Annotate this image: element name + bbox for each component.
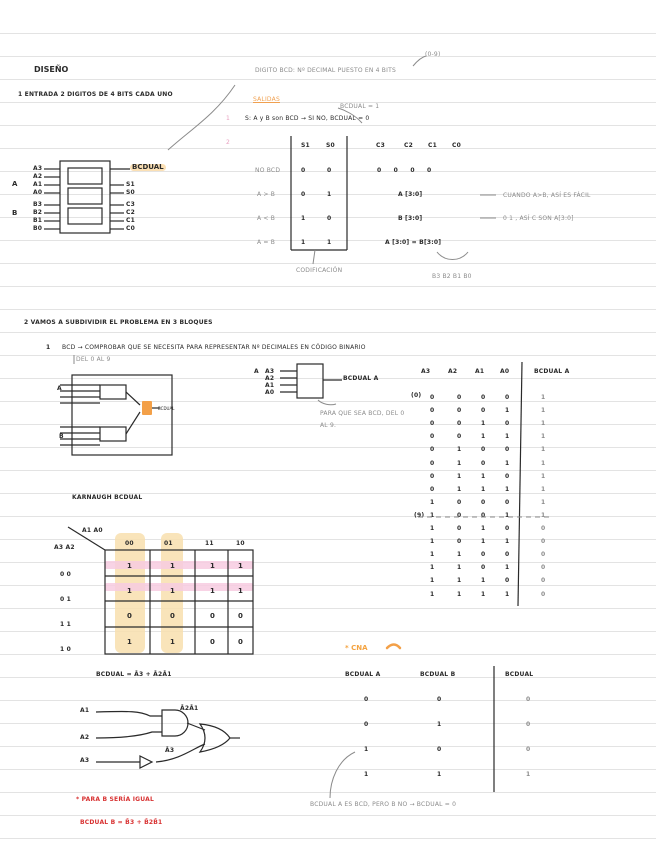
- note-for-b: * PARA B SERÍA IGUAL: [76, 796, 155, 803]
- tt-header-a2: A2: [448, 368, 458, 375]
- tt-cell: 0: [457, 525, 462, 532]
- tt-cell: 1: [430, 577, 435, 585]
- comparator-sub3: [68, 208, 102, 224]
- codificacion-label: CODIFICACIÓN: [296, 267, 343, 274]
- k-cell: 0: [170, 612, 175, 620]
- row-altb-s1: 1: [301, 215, 306, 222]
- tt-cell: 1: [457, 590, 462, 598]
- tt-cell: 0: [457, 538, 462, 546]
- section2-item: BCD → COMPROBAR QUE SE NECESITA PARA REPRESENTAR Nº DECIMALES EN CÓDIGO BINARIO: [62, 344, 366, 351]
- note-agtb: CUANDO A>B, ASÍ ES FÁCIL: [503, 192, 591, 199]
- header-c3: C3: [376, 142, 385, 149]
- k-row-label: 0 0: [60, 571, 72, 578]
- tt-cell: 1: [541, 472, 546, 480]
- k-cell: 1: [238, 562, 243, 570]
- k-cell: 1: [170, 638, 175, 646]
- tt-marker-zero: (0): [411, 392, 422, 399]
- tt-cell: 0: [430, 446, 435, 454]
- tt-cell: 1: [541, 446, 546, 454]
- and-cell: 0: [526, 721, 531, 728]
- row-aeqb-s1: 1: [301, 239, 306, 246]
- block-pin-a0: A0: [265, 389, 275, 396]
- pin-c3: C3: [126, 201, 135, 208]
- tt-cell: 0: [541, 564, 546, 572]
- row-agtb-label: A > B: [257, 191, 276, 198]
- tt-cell: 0: [430, 472, 435, 480]
- karnaugh-title: KARNAUGH BCDUAL: [72, 494, 143, 501]
- gate-input-a1: A1: [80, 707, 90, 714]
- tt-cell: 1: [430, 590, 435, 598]
- header-s0: S0: [326, 142, 335, 149]
- and-cell: 1: [526, 771, 531, 778]
- tt-cell: 0: [430, 433, 435, 441]
- row-aeqb-c: A [3:0] = B[3:0]: [385, 239, 442, 246]
- tt-cell: 1: [505, 538, 510, 546]
- k-col-label: 10: [236, 540, 245, 547]
- tt-cell: 0: [541, 551, 546, 559]
- tt-cell: 0: [481, 394, 486, 401]
- and-tag: * CNA: [345, 644, 368, 652]
- tt-cell: 0: [457, 498, 462, 506]
- tt-cell: 0: [457, 433, 462, 441]
- diagram-output-label: BCDUAL: [158, 406, 175, 411]
- tt-cell: 0: [457, 511, 462, 519]
- and-header-a: BCDUAL A: [345, 671, 381, 678]
- tt-marker-nine: (9): [414, 512, 425, 519]
- row-aeqb-s0: 1: [327, 239, 332, 246]
- bcdual-b-equation: BCDUAL B = B̄3 + B̄2B̄1: [80, 819, 163, 826]
- tt-cell: 1: [541, 420, 546, 428]
- tt-cell: 1: [541, 407, 546, 415]
- tt-cell: 0: [457, 394, 462, 401]
- row-nobcd-s0: 0: [327, 167, 332, 174]
- tt-cell: 1: [430, 551, 435, 559]
- tt-cell: 1: [481, 525, 486, 532]
- input-a-group-label: A: [12, 180, 18, 188]
- and-cell: 1: [364, 771, 369, 778]
- tt-cell: 0: [541, 590, 546, 598]
- k-cell: 0: [238, 612, 243, 620]
- tt-cell: 0: [505, 551, 510, 559]
- block-output-label: BCDUAL A: [343, 375, 379, 382]
- k-row-label: 0 1: [60, 596, 72, 603]
- block-pin-a1: A1: [265, 382, 275, 389]
- tt-cell: 1: [457, 577, 462, 585]
- tt-cell: 1: [481, 433, 486, 441]
- gate-input-a2: A2: [80, 734, 90, 741]
- row-agtb-c: A [3:0]: [398, 191, 423, 198]
- and-cell: 0: [364, 721, 369, 728]
- k-cell: 1: [210, 587, 215, 595]
- k-row-label: 1 1: [60, 621, 72, 628]
- k-cell: 1: [127, 587, 132, 595]
- tt-cell: 0: [505, 446, 510, 454]
- and-cell: 1: [437, 721, 442, 728]
- tt-cell: 1: [430, 511, 435, 519]
- k-cell: 1: [170, 587, 175, 595]
- tt-cell: 1: [430, 538, 435, 546]
- pin-b0: B0: [33, 225, 43, 232]
- pin-s1: S1: [126, 181, 135, 188]
- tt-cell: 1: [541, 511, 546, 519]
- page-title: DISEÑO: [34, 65, 69, 74]
- and-cell: 1: [364, 746, 369, 753]
- tt-cell: 1: [430, 498, 435, 506]
- tt-cell: 0: [505, 498, 510, 506]
- tt-cell: 1: [457, 485, 462, 493]
- section2-item-number: 1: [46, 344, 51, 351]
- tt-cell: 1: [505, 511, 510, 519]
- tt-cell: 1: [481, 472, 486, 480]
- tt-cell: 0: [541, 577, 546, 585]
- note-altb: 0 1 , ASÍ C SON A[3:0]: [503, 215, 574, 222]
- and-header-out: BCDUAL: [505, 671, 534, 678]
- tt-cell: 1: [541, 433, 546, 441]
- row-agtb-s1: 0: [301, 191, 306, 198]
- row-altb-c: B [3:0]: [398, 215, 423, 222]
- tt-cell: 1: [481, 590, 486, 598]
- header-c1: C1: [428, 142, 437, 149]
- k-row-label: 1 0: [60, 646, 72, 653]
- pin-b2: B2: [33, 209, 43, 216]
- header-c2: C2: [404, 142, 413, 149]
- tt-cell: 0: [430, 459, 435, 467]
- tt-cell: 0: [481, 564, 486, 572]
- and-note: BCDUAL A ES BCD, PERO B NO → BCDUAL = 0: [310, 801, 457, 808]
- block-input-a: A: [254, 368, 259, 375]
- k-cell: 1: [170, 562, 175, 570]
- bcdual-equation: BCDUAL = Ā3 + Ā2Ā1: [96, 671, 172, 678]
- subdivided-block: [72, 375, 175, 455]
- k-cell: 0: [210, 612, 215, 620]
- tt-cell: 1: [457, 472, 462, 480]
- outputs-item1: S: A y B son BCD → SI NO, BCDUAL = 0: [245, 115, 370, 122]
- tt-cell: 0: [505, 472, 510, 480]
- comparator-sub2: [68, 188, 102, 204]
- k-cell: 1: [127, 562, 132, 570]
- range-note: (0-9): [425, 51, 441, 58]
- tt-cell: 1: [505, 459, 510, 467]
- tt-cell: 1: [481, 485, 486, 493]
- tt-cell: 0: [430, 407, 435, 415]
- pin-b1: B1: [33, 217, 43, 224]
- tt-cell: 0: [541, 525, 546, 532]
- tt-cell: 0: [457, 407, 462, 415]
- pin-a0: A0: [33, 189, 43, 196]
- bcd-range-note: PARA QUE SEA BCD, DEL 0 AL 9.: [320, 410, 405, 429]
- header-s1: S1: [301, 142, 310, 149]
- block-pin-a2: A2: [265, 375, 275, 382]
- header-c0: C0: [452, 142, 461, 149]
- tt-cell: 1: [481, 538, 486, 546]
- tt-cell: 0: [430, 485, 435, 493]
- tt-cell: 1: [430, 564, 435, 572]
- karnaugh-row-var: A3 A2: [54, 544, 75, 551]
- tt-cell: 0: [481, 446, 486, 454]
- tt-cell: 1: [505, 590, 510, 598]
- and-cell: 0: [364, 696, 369, 703]
- bcdual-one-note: BCDUAL = 1: [340, 103, 380, 110]
- section2-sub: DEL 0 AL 9: [76, 356, 111, 363]
- tt-cell: 1: [457, 459, 462, 467]
- tt-cell: 1: [541, 394, 546, 401]
- tt-cell: 1: [541, 485, 546, 493]
- bcd-block-a: [297, 364, 323, 398]
- pin-s0: S0: [126, 189, 135, 196]
- tt-cell: 0: [505, 420, 510, 428]
- comparator-sub1: [68, 168, 102, 184]
- tt-cell: 0: [457, 420, 462, 428]
- k-cell: 0: [127, 612, 132, 620]
- tt-cell: 1: [505, 564, 510, 572]
- tt-cell: 1: [457, 551, 462, 559]
- bcd-definition: DIGITO BCD: Nº DECIMAL PUESTO EN 4 BITS: [255, 67, 396, 74]
- and-cell: 0: [526, 696, 531, 703]
- tt-cell: 0: [505, 394, 510, 401]
- diagram-a-label: A: [57, 385, 62, 392]
- pin-c1: C1: [126, 217, 135, 224]
- tt-cell: 0: [481, 498, 486, 506]
- tt-header-a0: A0: [500, 368, 510, 375]
- gate-input-a3: A3: [80, 757, 90, 764]
- tt-header-a3: A3: [421, 368, 431, 375]
- row-altb-label: A < B: [257, 215, 276, 222]
- diagram-b-label: B: [59, 433, 64, 440]
- tt-header-bcdual-a: BCDUAL A: [534, 368, 570, 375]
- row-nobcd-s1: 0: [301, 167, 306, 174]
- tt-cell: 0: [505, 525, 510, 532]
- and-header-b: BCDUAL B: [420, 671, 456, 678]
- pin-c0: C0: [126, 225, 135, 232]
- tt-cell: 0: [481, 511, 486, 519]
- pin-b3: B3: [33, 201, 43, 208]
- row-aeqb-label: A = B: [257, 239, 276, 246]
- k-col-label: 00: [125, 540, 134, 547]
- tt-cell: 1: [457, 564, 462, 572]
- and-cell: 0: [437, 696, 442, 703]
- bcdual-output-label: BCDUAL: [132, 163, 164, 171]
- tt-cell: 0: [505, 577, 510, 585]
- row-agtb-s0: 1: [327, 191, 332, 198]
- tt-cell: 0: [541, 538, 546, 546]
- b-bits-label: B3 B2 B1 B0: [432, 273, 472, 280]
- section1-heading: 1 ENTRADA 2 DIGITOS DE 4 BITS CADA UNO: [18, 91, 173, 98]
- and-cell: 0: [526, 746, 531, 753]
- pin-a1: A1: [33, 181, 43, 188]
- and-cell: 1: [437, 771, 442, 778]
- tt-cell: 1: [541, 459, 546, 467]
- row-nobcd-c: 0 0 0 0: [377, 167, 432, 174]
- karnaugh-col-var: A1 A0: [82, 527, 103, 534]
- k-cell: 0: [238, 638, 243, 646]
- section2-heading: 2 VAMOS A SUBDIVIDIR EL PROBLEMA EN 3 BLOQUES: [24, 319, 213, 326]
- k-cell: 1: [127, 638, 132, 646]
- k-cell: 0: [210, 638, 215, 646]
- k-col-label: 01: [164, 540, 173, 547]
- gate-label-a3: Ā3: [165, 747, 175, 754]
- tt-cell: 1: [430, 525, 435, 532]
- block-pin-a3: A3: [265, 368, 275, 375]
- tt-cell: 0: [430, 394, 435, 401]
- row-nobcd-label: NO BCD: [255, 167, 281, 174]
- outputs-item2-number: 2: [226, 139, 231, 146]
- tt-cell: 0: [481, 551, 486, 559]
- tt-cell: 1: [505, 485, 510, 493]
- tt-cell: 1: [541, 498, 546, 506]
- tt-cell: 1: [481, 420, 486, 428]
- outputs-item1-number: 1: [226, 115, 231, 122]
- and-cell: 0: [437, 746, 442, 753]
- outputs-title: SALIDAS: [253, 96, 280, 103]
- input-b-group-label: B: [12, 209, 18, 217]
- tt-header-a1: A1: [475, 368, 485, 375]
- tt-cell: 0: [481, 459, 486, 467]
- k-cell: 1: [210, 562, 215, 570]
- tt-cell: 1: [481, 577, 486, 585]
- tt-cell: 0: [430, 420, 435, 428]
- pin-a3: A3: [33, 165, 43, 172]
- tt-cell: 1: [457, 446, 462, 454]
- tt-cell: 1: [505, 433, 510, 441]
- row-altb-s0: 0: [327, 215, 332, 222]
- k-cell: 1: [238, 587, 243, 595]
- tt-cell: 0: [481, 407, 486, 415]
- gate-label-a2a1: Ā2Ā1: [180, 705, 199, 712]
- tt-cell: 1: [505, 407, 510, 415]
- pin-c2: C2: [126, 209, 135, 216]
- k-col-label: 11: [205, 540, 214, 547]
- pin-a2: A2: [33, 173, 43, 180]
